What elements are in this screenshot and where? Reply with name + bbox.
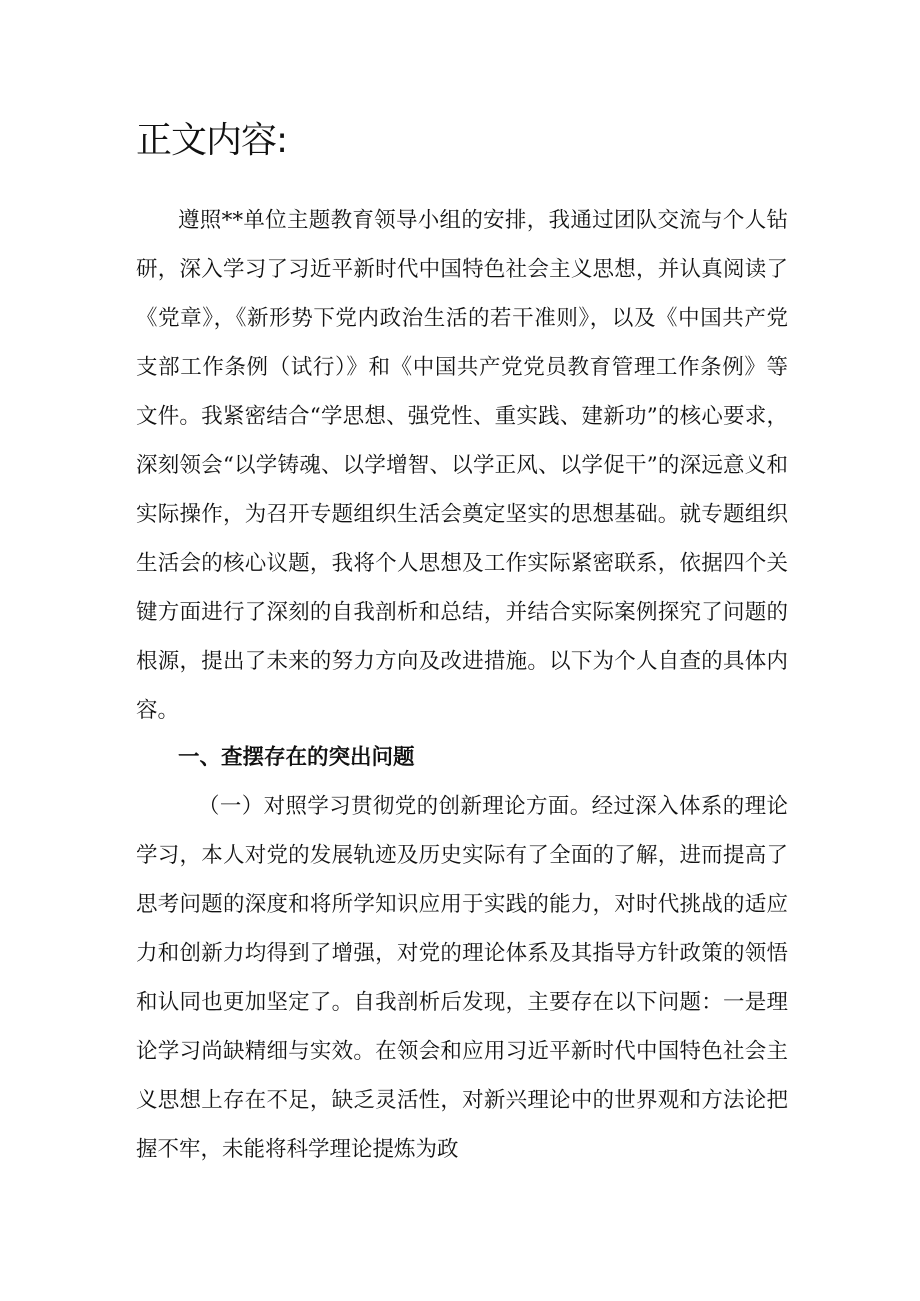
section-heading-problems: 一、查摆存在的突出问题 — [178, 745, 415, 770]
document-heading: 正文内容: — [136, 120, 288, 161]
intro-paragraph: 遵照**单位主题教育领导小组的安排，我通过团队交流与个人钻研，深入学习了习近平新时代中国特色社会主义思想，并认真阅读了《党章》，《新形势下党内政治生活的若干准则》，以及《中国共产党支部工作条例（试行）》和《中国共产党党员教育管理工作条例》等文件。我紧密结合“学思想、强党性、重实践、建新功”的核心要求，深刻领会“以学铸魂、以学增智、以学正风、以学促干”的深远意义和实际操作，为召开专题组织生活会奠定坚实的思想基础。就专题组织生活会的核心议题，我将个人思想及工作实际紧密联系，依据四个关键方面进行了深刻的自我剖析和总结，并结合实际案例探究了问题的根源，提出了未来的努力方向及改进措施。以下为个人自查的具体内容。 — [136, 208, 788, 723]
subsection-paragraph-theory: （一）对照学习贯彻党的创新理论方面。经过深入体系的理论学习，本人对党的发展轨迹及历史实际有了全面的了解，进而提高了思考问题的深度和将所学知识应用于实践的能力，对时代挑战的适应力和创新力均得到了增强，对党的理论体系及其指导方针政策的领悟和认同也更加坚定了。自我剖析后发现，主要存在以下问题：一是理论学习尚缺精细与实效。在领会和应用习近平新时代中国特色社会主义思想上存在不足，缺乏灵活性，对新兴理论中的世界观和方法论把握不牢，未能将科学理论提炼为政 — [136, 794, 788, 1162]
